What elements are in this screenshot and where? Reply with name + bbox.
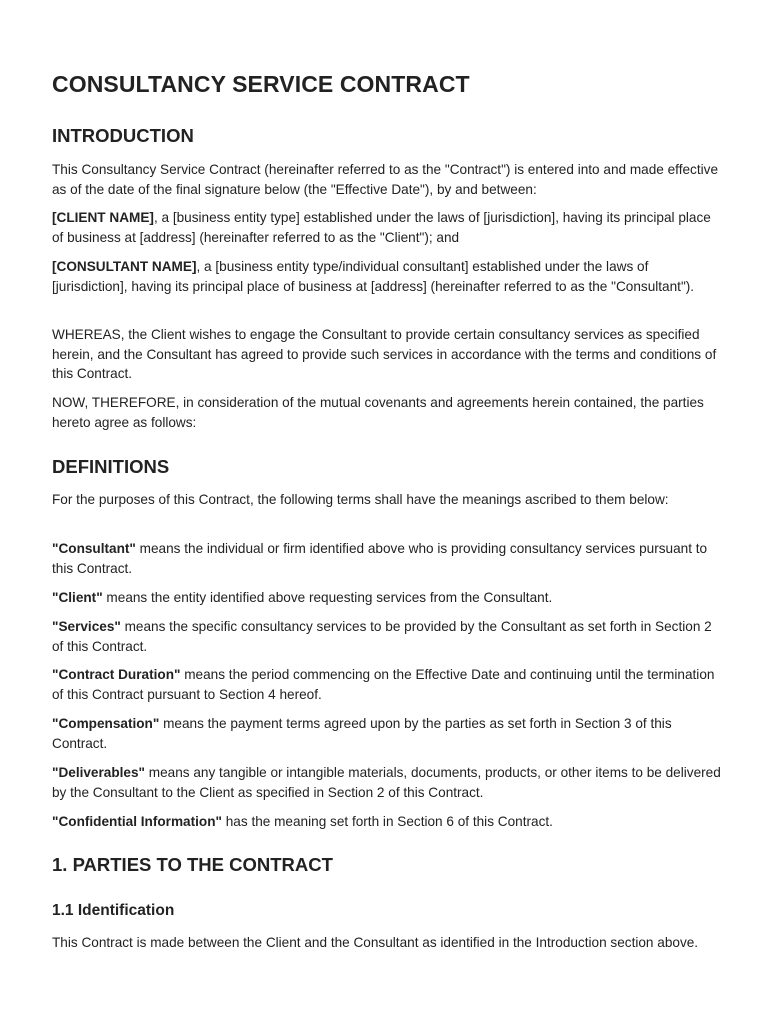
definitions-intro: For the purposes of this Contract, the following terms shall have the meanings ascribed to them below:: [52, 492, 669, 507]
definition-client: [52, 588, 722, 608]
consultant-party-paragraph: [52, 257, 722, 296]
section-1-1-paragraph: This Contract is made between the Client and the Consultant as identified in the Introduction section above.: [52, 935, 699, 950]
definition-text: means the individual or firm identified above who is providing consultancy services pursuant to this Contract.: [52, 541, 708, 576]
consultant-party-text: , a [business entity type/individual consultant] established under the laws of [jurisdiction], having its principal place of business at [address] (hereinafter referred to as the "Consultant").: [52, 259, 695, 294]
definition-text: means any tangible or intangible materials, documents, products, or other items to be delivered by the Consultant to the Client as specified in Section 2 of this Contract.: [52, 765, 721, 800]
definitions-heading: DEFINITIONS: [52, 456, 170, 477]
definition-term: "Deliverables": [52, 765, 145, 780]
definition-term: "Consultant": [52, 541, 136, 556]
definition-text: has the meaning set forth in Section 6 of this Contract.: [221, 814, 553, 829]
whereas-paragraph: WHEREAS, the Client wishes to engage the Consultant to provide certain consultancy services as specified herein, and the Consultant has agreed to provide such services in accordance with the terms and conditions of this Contract.: [52, 327, 717, 381]
introduction-heading: INTRODUCTION: [52, 125, 194, 146]
introduction-paragraph: This Consultancy Service Contract (hereinafter referred to as the "Contract") is entered into and made effective as of the date of the final signature below (the "Effective Date"), by and between:: [52, 162, 719, 197]
definition-term: "Compensation": [52, 716, 160, 731]
definition-term: "Contract Duration": [52, 667, 181, 682]
definition-confidential-information: [52, 812, 722, 832]
section-1-heading: 1. PARTIES TO THE CONTRACT: [52, 854, 333, 875]
now-therefore-paragraph: NOW, THEREFORE, in consideration of the mutual covenants and agreements herein contained, the parties hereto agree as follows:: [52, 395, 704, 430]
consultant-name-placeholder: [CONSULTANT NAME]: [52, 259, 197, 274]
definition-text: means the period commencing on the Effective Date and continuing until the termination of this Contract pursuant to Section 4 hereof.: [52, 667, 715, 702]
definition-term: "Client": [52, 590, 103, 605]
client-name-placeholder: [CLIENT NAME]: [52, 210, 154, 225]
definition-text: means the specific consultancy services to be provided by the Consultant as set forth in Section 2 of this Contract.: [52, 619, 712, 654]
definition-services: [52, 617, 722, 656]
definition-compensation: [52, 714, 722, 753]
definition-term: "Services": [52, 619, 121, 634]
section-1-1-heading: 1.1 Identification: [52, 902, 175, 919]
definition-deliverables: [52, 763, 722, 802]
definition-text: means the payment terms agreed upon by the parties as set forth in Section 3 of this Contract.: [52, 716, 672, 751]
definition-term: "Confidential Information": [52, 814, 222, 829]
document-title: CONSULTANCY SERVICE CONTRACT: [52, 71, 470, 97]
client-party-text: , a [business entity type] established under the laws of [jurisdiction], having its principal place of business at [address] (hereinafter referred to as the "Client"); and: [52, 210, 711, 245]
definition-consultant: [52, 539, 722, 578]
client-party-paragraph: [52, 208, 722, 247]
definition-text: means the entity identified above requesting services from the Consultant.: [102, 590, 553, 605]
definition-contract-duration: [52, 665, 722, 704]
